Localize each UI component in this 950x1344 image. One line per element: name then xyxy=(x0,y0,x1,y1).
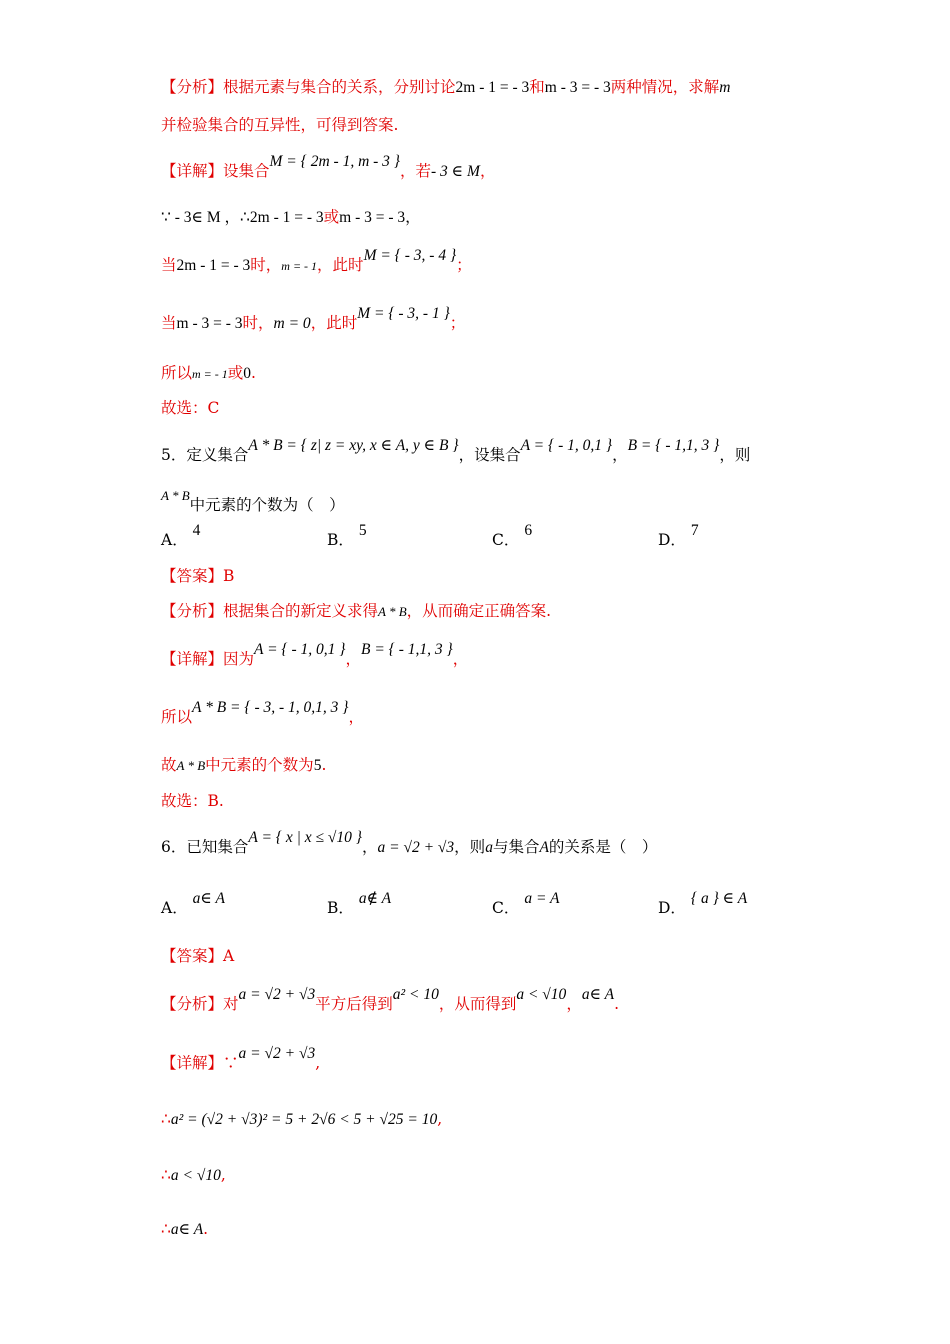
q5-choose: 故选：B. xyxy=(161,792,224,810)
q5-hence-line: 故A * B中元素的个数为5. xyxy=(161,756,327,774)
q6-analysis: 【分析】对a = √2 + √3平方后得到a² < 10，从而得到a < √10，a∈ A. xyxy=(161,986,620,1013)
q4-so-line: 所以m = - 1或0. xyxy=(161,364,256,382)
q6-option-d: D． { a } ∈ A xyxy=(658,890,748,917)
q5-option-c: C． 6 xyxy=(492,522,533,549)
q6-stem: 6．已知集合A = { x | x ≤ √10 }，a = √2 + √3，则a与集合A的关系是（ ） xyxy=(161,829,658,856)
q5-option-b: B． 5 xyxy=(327,522,367,549)
q5-stem-line1: 5．定义集合A * B = { z| z = xy, x ∈ A, y ∈ B }，设集合A = { - 1, 0,1 }，B = { - 1,1, 3 }，则 xyxy=(161,437,751,464)
q6-option-a: A． a∈ A xyxy=(161,890,225,917)
q4-case1-line: 当2m - 1 = - 3时，m = - 1，此时M = { - 3, - 4 }； xyxy=(161,247,472,274)
q5-stem-line2: $^{A * B}$中元素的个数为（ ） xyxy=(161,488,345,514)
q4-because-line: ∵ - 3∈ M ，∴2m - 1 = - 3或m - 3 = - 3， xyxy=(161,208,421,226)
q6-option-c: C． a = A xyxy=(492,890,560,917)
q4-detail-line: 【详解】设集合M = { 2m - 1, m - 3 }，若- 3 ∈ M， xyxy=(161,153,496,180)
q6-step1: ∴a² = (√2 + √3)² = 5 + 2√6 < 5 + √25 = 10, xyxy=(161,1110,443,1128)
q5-answer: 【答案】B xyxy=(161,567,235,585)
q5-so-line: 所以A * B = { - 3, - 1, 0,1, 3 }， xyxy=(161,699,364,726)
q4-choose: 故选：C xyxy=(161,399,220,417)
q5-analysis: 【分析】根据集合的新定义求得A * B，从而确定正确答案. xyxy=(161,602,552,620)
q6-detail-line: 【详解】∵a = √2 + √3, xyxy=(161,1045,321,1072)
q4-analysis-line1: 【分析】根据元素与集合的关系，分别讨论2m - 1 = - 3和m - 3 = - 3两种情况，求解m xyxy=(161,78,731,96)
q6-step2: ∴a < √10, xyxy=(161,1166,226,1184)
q6-option-b: B． a∉ A xyxy=(327,890,392,917)
q6-step3: ∴a∈ A. xyxy=(161,1220,209,1238)
q5-option-d: D． 7 xyxy=(658,522,699,549)
q5-detail-line: 【详解】因为A = { - 1, 0,1 }，B = { - 1,1, 3 }， xyxy=(161,641,469,668)
q4-analysis-line2: 并检验集合的互异性，可得到答案. xyxy=(161,116,399,134)
q5-option-a: A． 4 xyxy=(161,522,201,549)
q4-case2-line: 当m - 3 = - 3时，m = 0，此时M = { - 3, - 1 }； xyxy=(161,305,466,332)
q6-answer: 【答案】A xyxy=(161,947,235,965)
